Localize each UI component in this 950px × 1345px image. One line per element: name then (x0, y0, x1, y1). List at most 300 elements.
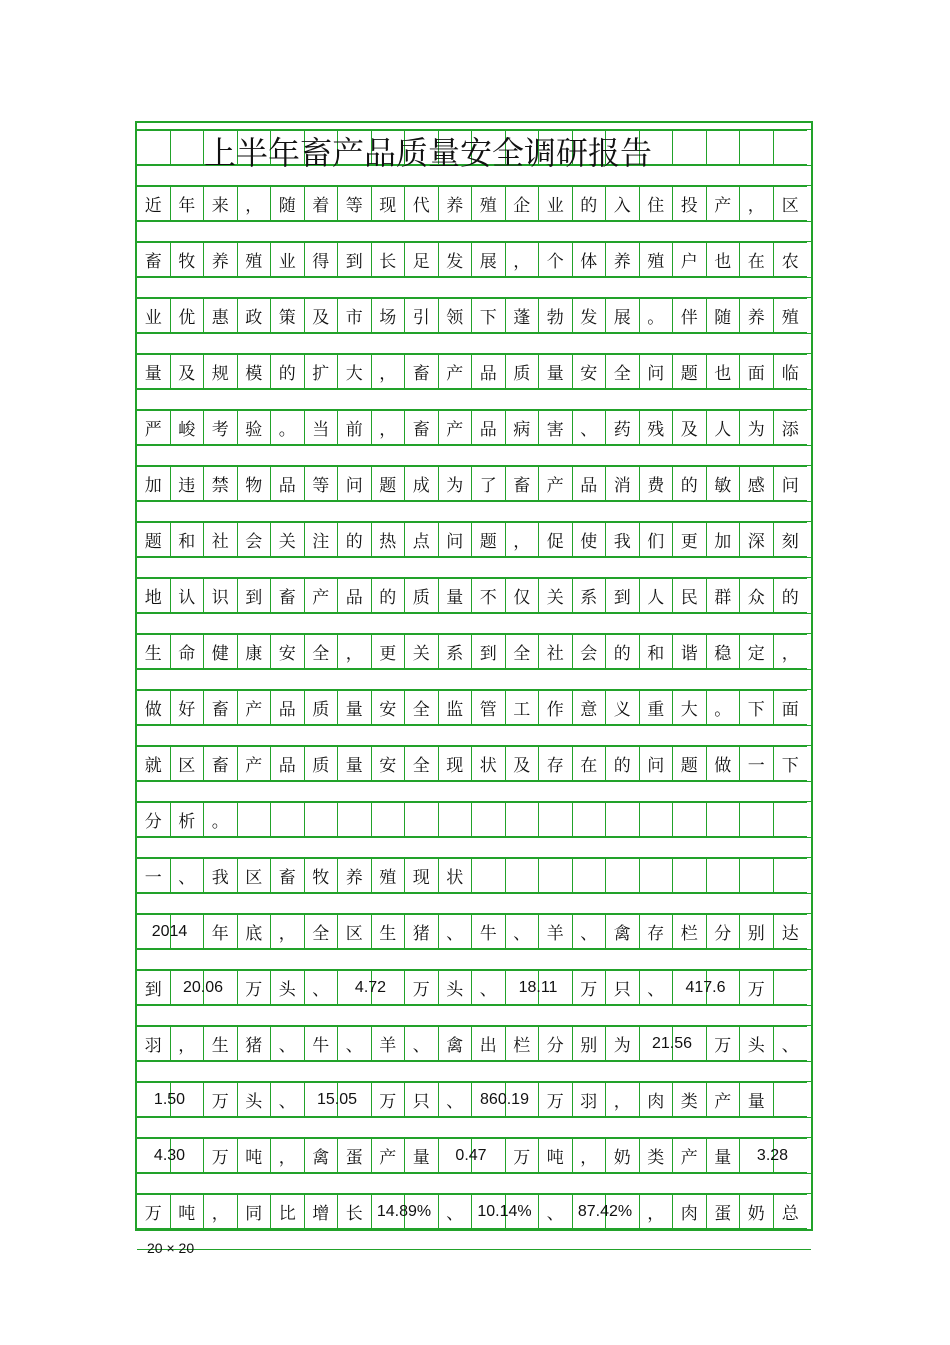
grid-cell: 禁 (204, 466, 238, 501)
grid-cell: 养 (439, 186, 473, 221)
grid-cell: 分 (137, 802, 171, 837)
grid-cell (439, 802, 473, 837)
grid-cell: 析 (171, 802, 205, 837)
grid-cell: 全 (405, 690, 439, 725)
grid-cell (338, 802, 372, 837)
grid-cell: 题 (372, 466, 406, 501)
grid-cell: 敏 (707, 466, 741, 501)
grid-cell: 品 (338, 578, 372, 613)
grid-cell: 人 (640, 578, 674, 613)
grid-cell: 害 (539, 410, 573, 445)
grid-cell: 万 (573, 970, 607, 1005)
grid-cell: 年 (204, 914, 238, 949)
grid-cell: 也 (707, 242, 741, 277)
grid-cell (740, 858, 774, 893)
grid-cell: ， (774, 634, 808, 669)
grid-cell: ， (506, 522, 540, 557)
grid-cell: 奶 (606, 1138, 640, 1173)
grid-cell: 发 (439, 242, 473, 277)
grid-cell: 问 (640, 746, 674, 781)
grid-cell: 量 (137, 354, 171, 389)
grid-cell: 总 (774, 1194, 808, 1229)
grid-cell: 现 (372, 186, 406, 221)
grid-cell: 着 (305, 186, 339, 221)
number-text: 417.6 (685, 978, 726, 996)
grid-cell: 识 (204, 578, 238, 613)
grid-cell: 会 (238, 522, 272, 557)
grid-cell: 严 (137, 410, 171, 445)
grid-cell (439, 1138, 487, 1173)
grid-cell: 畜 (204, 690, 238, 725)
grid-cell: 体 (573, 242, 607, 277)
grid-cell: 量 (439, 578, 473, 613)
grid-cell: 肉 (673, 1194, 707, 1229)
row-separator (137, 1005, 811, 1026)
grid-cell: 、 (271, 1026, 305, 1061)
grid-cell: 品 (472, 410, 506, 445)
grid-cell: 感 (740, 466, 774, 501)
grid-row (137, 1194, 807, 1229)
grid-cell: 猪 (405, 914, 439, 949)
grid-cell: 监 (439, 690, 473, 725)
grid-cell: 全 (606, 354, 640, 389)
grid-cell: 产 (707, 186, 741, 221)
grid-cell (573, 1194, 633, 1229)
grid-cell: 区 (774, 186, 808, 221)
row-separator (137, 837, 811, 858)
row-separator (137, 445, 811, 466)
grid-row (137, 746, 807, 781)
grid-cell (472, 858, 506, 893)
grid-cell: ， (271, 914, 305, 949)
row-separator (137, 1061, 811, 1082)
grid-cell (673, 970, 726, 1005)
number-text: 860.19 (480, 1090, 529, 1108)
grid-cell: 的 (573, 186, 607, 221)
grid-cell: 产 (539, 466, 573, 501)
grid-cell: 违 (171, 466, 205, 501)
grid-row (137, 466, 807, 501)
grid-cell (707, 858, 741, 893)
grid-cell: 量 (707, 1138, 741, 1173)
grid-cell (472, 802, 506, 837)
grid-cell: 。 (707, 690, 741, 725)
grid-cell: 安 (372, 746, 406, 781)
grid-cell: 们 (640, 522, 674, 557)
grid-cell: 量 (338, 746, 372, 781)
grid-cell (573, 802, 607, 837)
grid-cell: 产 (372, 1138, 406, 1173)
grid-cell: 。 (204, 802, 238, 837)
grid-cell: 民 (673, 578, 707, 613)
grid-cell: 、 (305, 970, 339, 1005)
grid-cell: 殖 (774, 298, 808, 333)
grid-cell: 来 (204, 186, 238, 221)
grid-cell: 场 (372, 298, 406, 333)
grid-cell: 问 (338, 466, 372, 501)
grid-cell: 业 (137, 298, 171, 333)
grid-cell: 的 (338, 522, 372, 557)
grid-cell: 、 (472, 970, 506, 1005)
grid-cell: 万 (405, 970, 439, 1005)
manuscript-grid (135, 121, 813, 1231)
number-text: 1.50 (153, 1090, 186, 1108)
grid-cell: 的 (271, 354, 305, 389)
grid-cell: 同 (238, 1194, 272, 1229)
grid-cell (305, 802, 339, 837)
grid-cell: 展 (606, 298, 640, 333)
grid-cell: 质 (405, 578, 439, 613)
grid-cell: 残 (640, 410, 674, 445)
grid-cell: 下 (774, 746, 808, 781)
grid-cell: 系 (573, 578, 607, 613)
grid-cell: 病 (506, 410, 540, 445)
grid-cell: 质 (305, 746, 339, 781)
row-separator (137, 277, 811, 298)
grid-cell: 业 (539, 186, 573, 221)
grid-row (137, 1026, 807, 1061)
grid-cell: 重 (640, 690, 674, 725)
grid-cell (740, 1138, 789, 1173)
grid-cell: 众 (740, 578, 774, 613)
grid-cell: 量 (338, 690, 372, 725)
grid-cell: 惠 (204, 298, 238, 333)
grid-cell (740, 802, 774, 837)
row-separator (137, 781, 811, 802)
row-separator (137, 725, 811, 746)
grid-cell: 、 (573, 914, 607, 949)
number-text: 15.05 (316, 1090, 358, 1108)
grid-cell: 成 (405, 466, 439, 501)
grid-cell: 类 (640, 1138, 674, 1173)
grid-cell: 分 (539, 1026, 573, 1061)
grid-cell: 认 (171, 578, 205, 613)
grid-cell: 蛋 (338, 1138, 372, 1173)
grid-cell (137, 130, 171, 165)
grid-row (137, 354, 807, 389)
grid-cell: 万 (539, 1082, 573, 1117)
grid-cell: 等 (338, 186, 372, 221)
grid-cell: 添 (774, 410, 808, 445)
grid-cell (573, 858, 607, 893)
grid-cell: 和 (171, 522, 205, 557)
grid-cell: 健 (204, 634, 238, 669)
grid-cell: 别 (573, 1026, 607, 1061)
grid-cell: 区 (171, 746, 205, 781)
row-separator (137, 893, 811, 914)
grid-cell: 禽 (439, 1026, 473, 1061)
grid-cell (673, 858, 707, 893)
grid-cell: 头 (740, 1026, 774, 1061)
grid-cell (707, 130, 741, 165)
grid-cell: 万 (372, 1082, 406, 1117)
grid-cell: 引 (405, 298, 439, 333)
grid-cell: 在 (573, 746, 607, 781)
grid-cell: ， (573, 1138, 607, 1173)
grid-cell (372, 1194, 432, 1229)
grid-cell: 题 (673, 354, 707, 389)
grid-cell: 等 (305, 466, 339, 501)
grid-cell: 品 (573, 466, 607, 501)
grid-cell: 刻 (774, 522, 808, 557)
grid-cell: 足 (405, 242, 439, 277)
grid-cell: 、 (573, 410, 607, 445)
grid-cell (472, 1082, 529, 1117)
grid-cell: 产 (439, 410, 473, 445)
grid-cell (506, 802, 540, 837)
grid-cell: 优 (171, 298, 205, 333)
grid-cell (171, 130, 205, 165)
grid-cell: 关 (539, 578, 573, 613)
grid-cell: 领 (439, 298, 473, 333)
grid-cell: 到 (238, 578, 272, 613)
grid-cell: 畜 (405, 410, 439, 445)
grid-cell (305, 1082, 358, 1117)
number-text: 87.42% (577, 1202, 633, 1220)
grid-cell (774, 130, 808, 165)
grid-cell: 养 (204, 242, 238, 277)
grid-cell: 加 (137, 466, 171, 501)
grid-cell: 万 (707, 1026, 741, 1061)
grid-row (137, 970, 807, 1005)
grid-cell: 只 (606, 970, 640, 1005)
grid-cell (338, 970, 387, 1005)
grid-cell: 展 (472, 242, 506, 277)
grid-cell: 养 (338, 858, 372, 893)
grid-row (137, 690, 807, 725)
grid-cell (774, 970, 808, 1005)
grid-cell: 消 (606, 466, 640, 501)
grid-cell: 量 (740, 1082, 774, 1117)
grid-cell: 使 (573, 522, 607, 557)
grid-cell: 题 (673, 746, 707, 781)
grid-cell: ， (238, 186, 272, 221)
grid-cell: ， (640, 1194, 674, 1229)
grid-cell: 促 (539, 522, 573, 557)
grid-cell: 产 (707, 1082, 741, 1117)
number-text: 21.56 (651, 1034, 693, 1052)
grid-cell: 及 (673, 410, 707, 445)
grid-cell: 面 (774, 690, 808, 725)
grid-size-label: 20 × 20 (147, 1240, 195, 1256)
grid-cell: 区 (238, 858, 272, 893)
grid-cell: 随 (271, 186, 305, 221)
grid-cell (506, 970, 558, 1005)
grid-cell: 安 (271, 634, 305, 669)
grid-cell (171, 970, 224, 1005)
grid-cell: 到 (338, 242, 372, 277)
grid-cell: 更 (372, 634, 406, 669)
grid-cell: 全 (405, 746, 439, 781)
grid-cell: 人 (707, 410, 741, 445)
grid-row (137, 578, 807, 613)
grid-cell: 猪 (238, 1026, 272, 1061)
grid-cell: 热 (372, 522, 406, 557)
row-separator (137, 1229, 811, 1250)
grid-cell: 头 (439, 970, 473, 1005)
grid-cell (506, 858, 540, 893)
grid-cell: 区 (338, 914, 372, 949)
grid-cell: 我 (204, 858, 238, 893)
grid-cell: 考 (204, 410, 238, 445)
grid-cell (640, 802, 674, 837)
grid-cell (238, 802, 272, 837)
grid-cell: 、 (171, 858, 205, 893)
grid-cell (271, 802, 305, 837)
grid-cell: 意 (573, 690, 607, 725)
grid-cell: 品 (271, 690, 305, 725)
grid-cell: 的 (606, 746, 640, 781)
grid-cell: 蓬 (506, 298, 540, 333)
grid-cell: 康 (238, 634, 272, 669)
grid-cell: 殖 (238, 242, 272, 277)
grid-cell: 做 (707, 746, 741, 781)
grid-cell: 万 (204, 1082, 238, 1117)
grid-cell: 奶 (740, 1194, 774, 1229)
grid-cell: 牧 (305, 858, 339, 893)
grid-cell: 、 (439, 1082, 473, 1117)
grid-row (137, 802, 807, 837)
grid-cell: 存 (640, 914, 674, 949)
grid-cell: 全 (305, 914, 339, 949)
grid-cell: 义 (606, 690, 640, 725)
number-text: 4.30 (153, 1146, 186, 1164)
grid-cell: 和 (640, 634, 674, 669)
grid-cell: 牛 (472, 914, 506, 949)
grid-cell: 吨 (539, 1138, 573, 1173)
grid-cell: 栏 (506, 1026, 540, 1061)
grid-cell: 万 (238, 970, 272, 1005)
grid-cell: 长 (338, 1194, 372, 1229)
grid-cell: 下 (472, 298, 506, 333)
grid-cell: ， (372, 410, 406, 445)
grid-cell: 地 (137, 578, 171, 613)
grid-cell: 就 (137, 746, 171, 781)
grid-cell: ， (204, 1194, 238, 1229)
grid-cell (640, 858, 674, 893)
grid-cell: 社 (539, 634, 573, 669)
grid-cell: 一 (740, 746, 774, 781)
grid-cell: 随 (707, 298, 741, 333)
grid-cell (372, 802, 406, 837)
grid-cell: 题 (137, 522, 171, 557)
grid-cell: 的 (673, 466, 707, 501)
grid-cell: 安 (573, 354, 607, 389)
grid-cell: 做 (137, 690, 171, 725)
grid-cell: 别 (740, 914, 774, 949)
grid-cell: 状 (472, 746, 506, 781)
grid-cell: 及 (171, 354, 205, 389)
grid-cell: 产 (238, 746, 272, 781)
grid-cell (774, 802, 808, 837)
grid-row (137, 1138, 807, 1173)
grid-cell: 发 (573, 298, 607, 333)
grid-cell: 伴 (673, 298, 707, 333)
grid-cell: 、 (271, 1082, 305, 1117)
grid-cell: 、 (338, 1026, 372, 1061)
grid-cell: 全 (305, 634, 339, 669)
grid-cell: 住 (640, 186, 674, 221)
grid-cell: 吨 (171, 1194, 205, 1229)
grid-cell (539, 802, 573, 837)
grid-cell: 现 (439, 746, 473, 781)
grid-cell: 问 (640, 354, 674, 389)
grid-cell: 费 (640, 466, 674, 501)
grid-cell: 不 (472, 578, 506, 613)
grid-cell: 产 (238, 690, 272, 725)
grid-cell: 、 (774, 1026, 808, 1061)
grid-cell: 肉 (640, 1082, 674, 1117)
number-text: 10.14% (477, 1202, 532, 1220)
grid-cell: 禽 (305, 1138, 339, 1173)
grid-cell: 工 (506, 690, 540, 725)
grid-cell (405, 802, 439, 837)
grid-cell: 达 (774, 914, 808, 949)
grid-cell: 仅 (506, 578, 540, 613)
grid-cell: 问 (774, 466, 808, 501)
number-text: 2014 (151, 922, 188, 940)
grid-cell: 为 (439, 466, 473, 501)
grid-cell: 得 (305, 242, 339, 277)
row-separator (137, 333, 811, 354)
grid-cell: 、 (439, 1194, 473, 1229)
grid-cell: 、 (640, 970, 674, 1005)
grid-cell: 前 (338, 410, 372, 445)
grid-cell: 品 (472, 354, 506, 389)
grid-cell: 品 (271, 746, 305, 781)
grid-cell: 畜 (271, 858, 305, 893)
grid-cell: 规 (204, 354, 238, 389)
grid-cell: 安 (372, 690, 406, 725)
grid-cell: 牧 (171, 242, 205, 277)
grid-cell: 、 (539, 1194, 573, 1229)
grid-cell: 产 (305, 578, 339, 613)
grid-cell: 稳 (707, 634, 741, 669)
grid-cell: 关 (271, 522, 305, 557)
grid-cell: 增 (305, 1194, 339, 1229)
grid-cell: 万 (204, 1138, 238, 1173)
grid-cell: 、 (439, 914, 473, 949)
grid-row (137, 914, 807, 949)
grid-cell: 也 (707, 354, 741, 389)
grid-cell: 万 (137, 1194, 171, 1229)
grid-cell: 万 (740, 970, 774, 1005)
grid-cell: 养 (606, 242, 640, 277)
grid-cell: 出 (472, 1026, 506, 1061)
grid-cell (707, 802, 741, 837)
grid-cell: 生 (137, 634, 171, 669)
row-separator (137, 1173, 811, 1194)
grid-cell: 养 (740, 298, 774, 333)
grid-cell: 存 (539, 746, 573, 781)
grid-cell: 及 (305, 298, 339, 333)
grid-cell: 峻 (171, 410, 205, 445)
grid-cell: 畜 (405, 354, 439, 389)
grid-cell: 大 (673, 690, 707, 725)
grid-cell: 现 (405, 858, 439, 893)
grid-cell: 底 (238, 914, 272, 949)
grid-cell (472, 1194, 532, 1229)
row-separator (137, 669, 811, 690)
grid-cell: 。 (640, 298, 674, 333)
number-text: 0.47 (455, 1146, 487, 1164)
grid-cell: 的 (774, 578, 808, 613)
grid-cell: 蛋 (707, 1194, 741, 1229)
grid-cell: ， (372, 354, 406, 389)
grid-cell: ， (740, 186, 774, 221)
grid-cell: 只 (405, 1082, 439, 1117)
number-text: 20.06 (182, 978, 224, 996)
